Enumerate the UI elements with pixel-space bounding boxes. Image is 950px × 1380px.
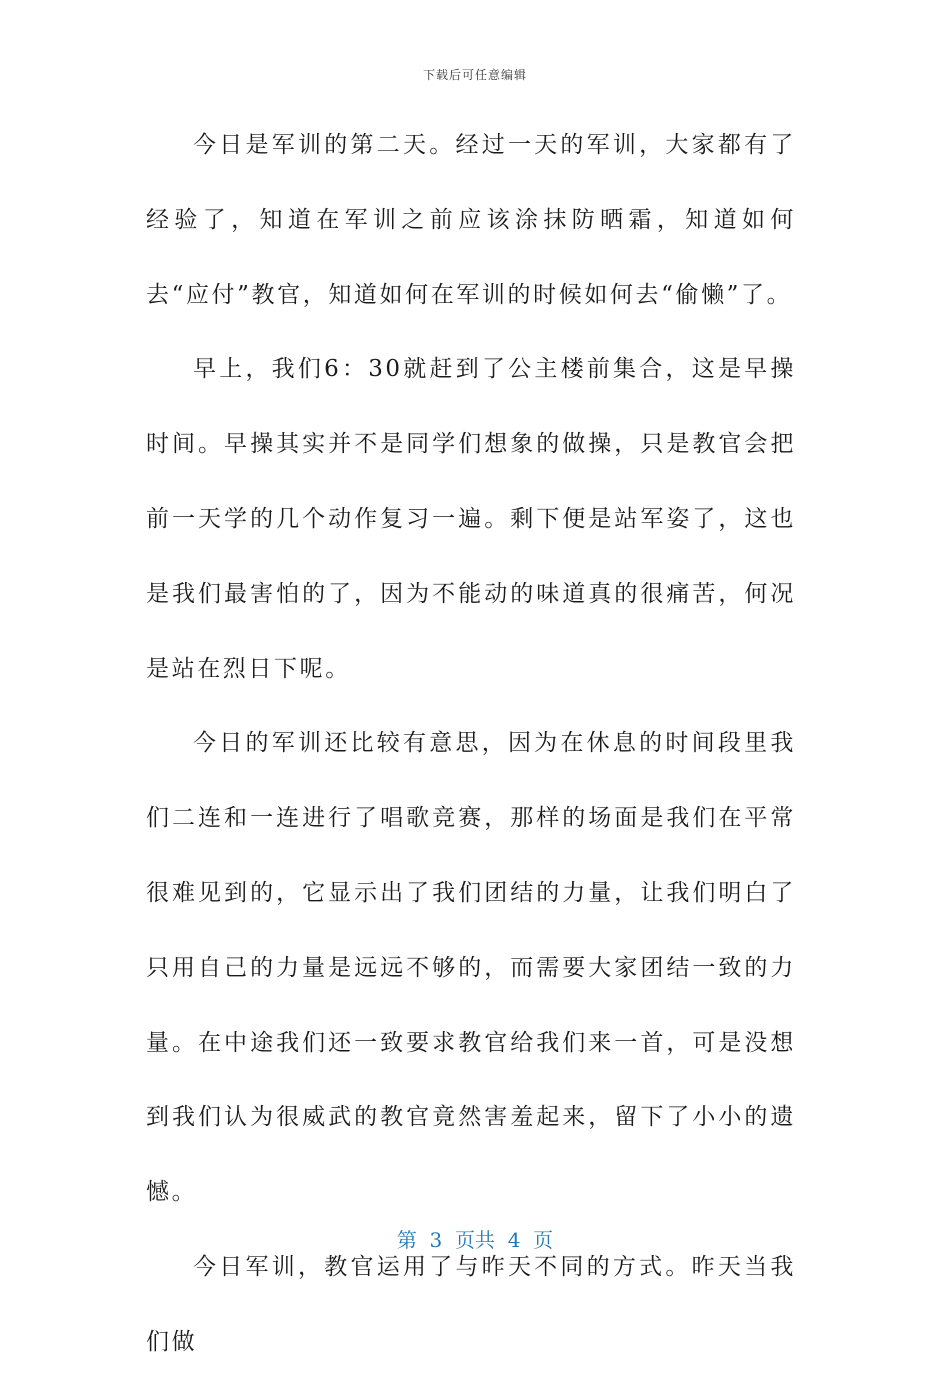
page-number-footer: 第 3 页共 4 页 xyxy=(396,1228,554,1252)
paragraph: 早上，我们6：30就赶到了公主楼前集合，这是早操时间。早操其实并不是同学们想象的做操，只是教官会把前一天学的几个动作复习一遍。剩下便是站军姿了，这也是我们最害怕的了，因为不能动的味道真的很痛苦，何况是站在烈日下呢。 xyxy=(146,356,796,682)
document-body xyxy=(146,108,796,1380)
paragraph: 今日的军训还比较有意思，因为在休息的时间段里我们二连和一连进行了唱歌竞赛，那样的场面是我们在平常很难见到的，它显示出了我们团结的力量，让我们明白了只用自己的力量是远远不够的，而需要大家团结一致的力量。在中途我们还一致要求教官给我们来一首，可是没想到我们认为很威武的教官竟然害羞起来，留下了小小的遗憾。 xyxy=(146,730,796,1206)
page-header: 下载后可任意编辑 xyxy=(422,68,527,82)
paragraph: 今日军训，教官运用了与昨天不同的方式。昨天当我们做 xyxy=(146,1253,796,1355)
paragraph: 今日是军训的第二天。经过一天的军训，大家都有了经验了，知道在军训之前应该涂抹防晒霜，知道如何去“应付”教官，知道如何在军训的时候如何去“偷懒”了。 xyxy=(146,132,796,308)
